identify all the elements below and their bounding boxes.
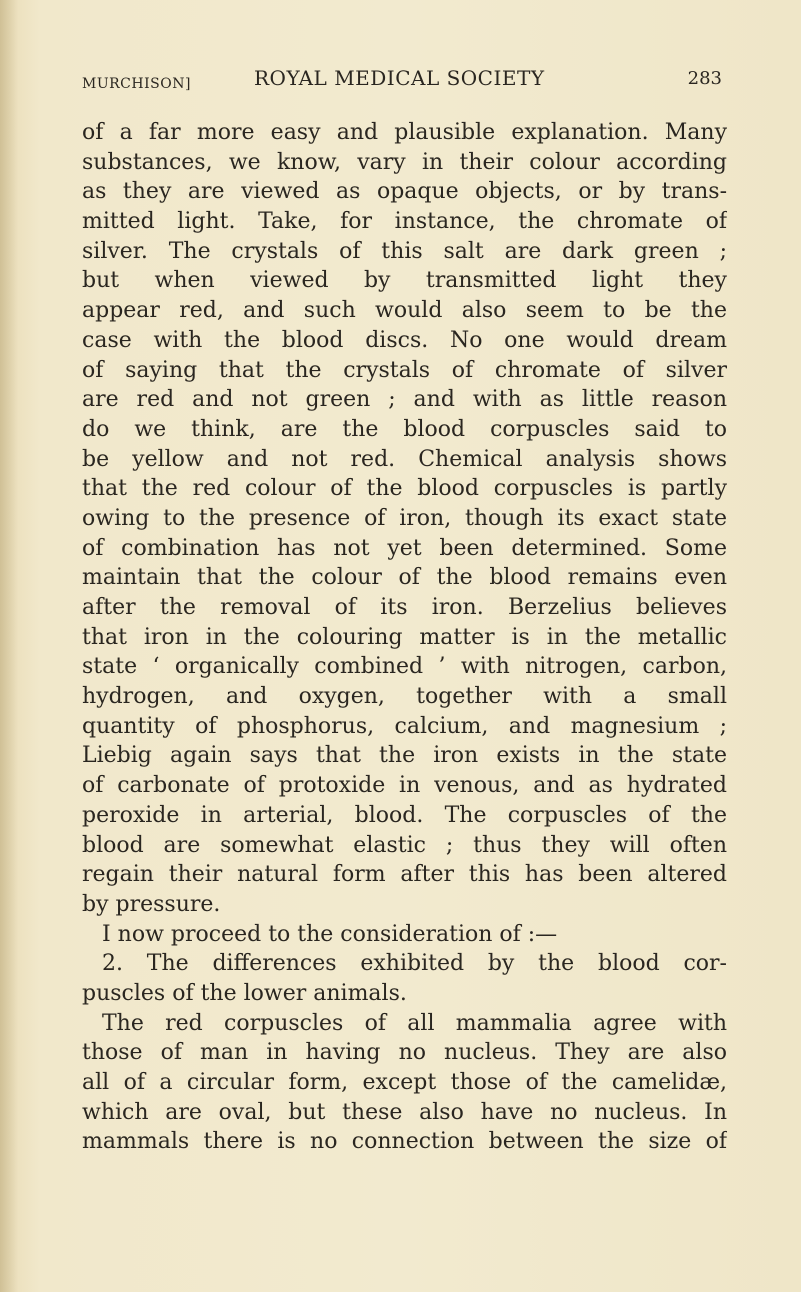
text-line: The red corpuscles of all mammalia agree with (102, 1010, 727, 1036)
text-line: as they are viewed as opaque objects, or by trans- (82, 179, 727, 205)
text-line: hydrogen, and oxygen, together with a small (82, 684, 727, 710)
text-line: be yellow and not red. Chemical analysis shows (82, 446, 727, 472)
text-line: but when viewed by transmitted light they (82, 268, 727, 294)
text-line: quantity of phosphorus, calcium, and magnesium ; (82, 713, 727, 739)
text-line: all of a circular form, except those of the camelidæ, (82, 1070, 727, 1095)
text-line: owing to the presence of iron, though its exact state (82, 505, 727, 531)
text-line: state ‘ organically combined ’ with nitrogen, carbon, (82, 654, 727, 680)
text-line: blood are somewhat elastic ; thus they will often (82, 832, 727, 858)
text-line: of a far more easy and plausible explanation. Many (82, 120, 727, 145)
text-line: 2. The differences exhibited by the blood cor- (102, 951, 727, 977)
text-line: maintain that the colour of the blood remains even (82, 565, 727, 591)
text-line: after the removal of its iron. Berzelius believes (82, 595, 727, 620)
text-line: appear red, and such would also seem to be the (82, 298, 727, 324)
text-line: of combination has not yet been determined. Some (82, 535, 727, 561)
text-line: Liebig again says that the iron exists in the state (82, 743, 727, 769)
text-line: puscles of the lower animals. (82, 980, 407, 1006)
text-line: do we think, are the blood corpuscles said to (82, 416, 727, 442)
text-line: mammals there is no connection between the size of (82, 1129, 727, 1155)
text-line: that iron in the colouring matter is in the metallic (82, 624, 727, 650)
text-line: that the red colour of the blood corpuscles is partly (82, 476, 727, 502)
text-line: I now proceed to the consideration of :— (102, 921, 558, 947)
text-line: are red and not green ; and with as little reason (82, 387, 727, 413)
text-line: case with the blood discs. No one would dream (82, 327, 727, 353)
text-line: peroxide in arterial, blood. The corpuscles of the (82, 802, 727, 828)
text-line: silver. The crystals of this salt are dark green ; (82, 238, 727, 264)
text-line: those of man in having no nucleus. They are also (82, 1040, 727, 1066)
text-line: of saying that the crystals of chromate of silver (82, 357, 727, 383)
text-line: mitted light. Take, for instance, the chromate of (82, 209, 727, 235)
running-head (82, 66, 722, 96)
page-number: 283 (687, 68, 722, 89)
spine-shadow (0, 0, 18, 1292)
text-line: which are oval, but these also have no nucleus. In (82, 1099, 727, 1125)
body-text (82, 118, 727, 1157)
running-head-author: MURCHISON] (82, 76, 191, 92)
text-line: by pressure. (82, 891, 221, 917)
text-line: substances, we know, vary in their colour according (82, 149, 727, 175)
running-head-title: ROYAL MEDICAL SOCIETY (254, 66, 545, 90)
text-line: of carbonate of protoxide in venous, and as hydrated (82, 773, 727, 799)
text-line: regain their natural form after this has been altered (82, 862, 727, 888)
